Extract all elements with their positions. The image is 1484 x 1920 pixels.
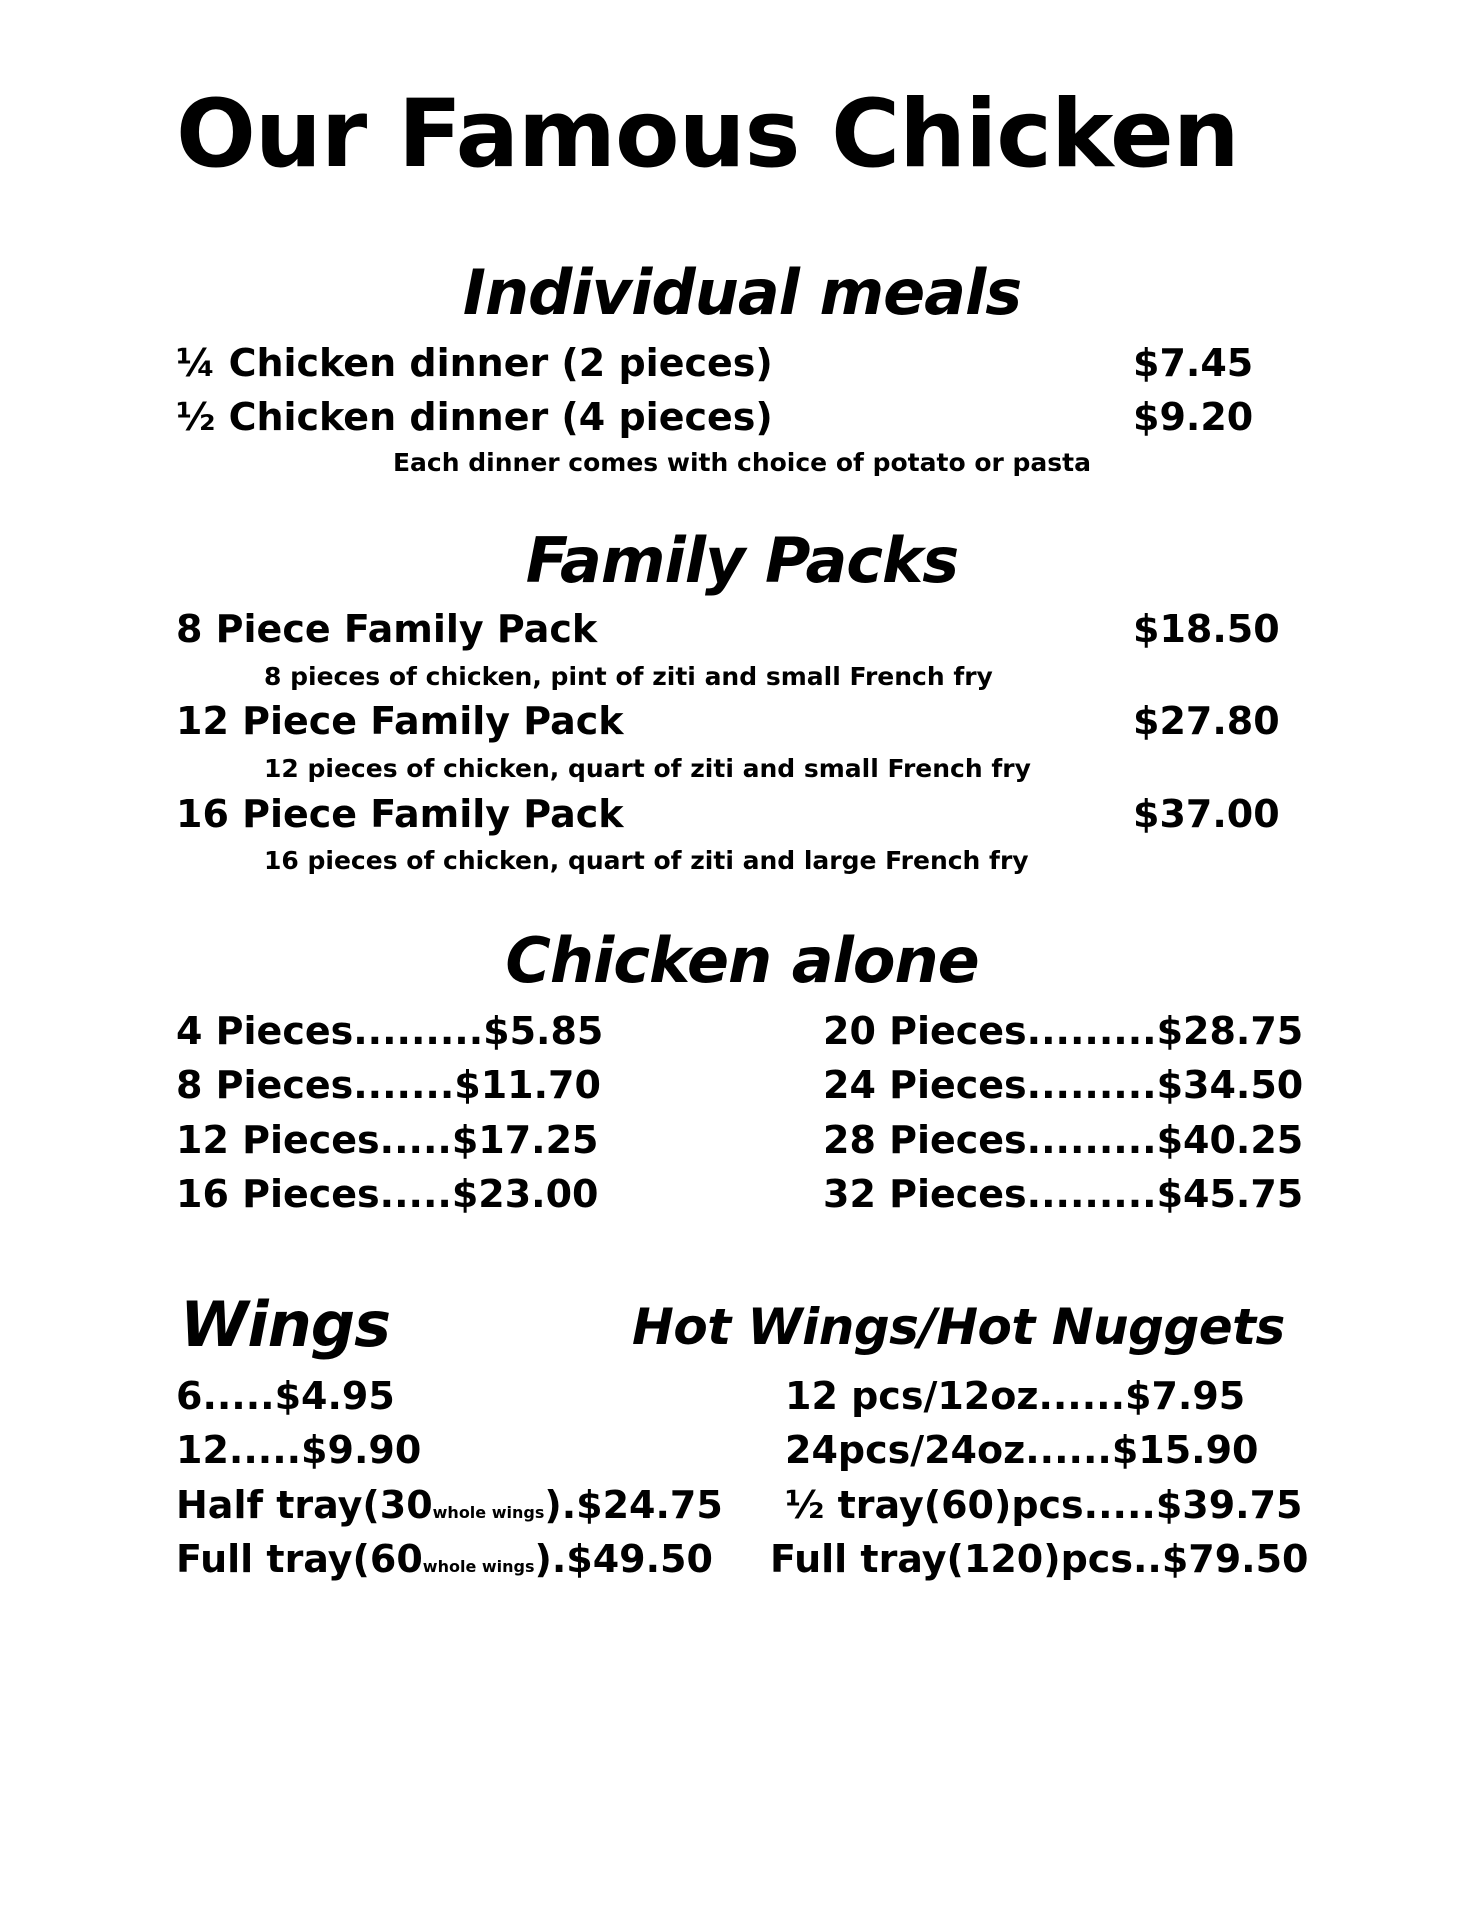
hot-wings-item: 24pcs/24oz......$15.90 xyxy=(785,1428,1259,1472)
section-heading-family-packs: Family Packs xyxy=(525,524,959,597)
hot-wings-item: Full tray(120)pcs..$79.50 xyxy=(770,1537,1309,1581)
menu-item-description: 8 pieces of chicken, pint of ziti and small French fry xyxy=(264,662,993,691)
menu-item-price: $27.80 xyxy=(1133,699,1280,743)
chicken-alone-item: 28 Pieces.........$40.25 xyxy=(823,1118,1304,1162)
wings-item-price: ).$24.75 xyxy=(544,1483,723,1527)
menu-item-name: 16 Piece Family Pack xyxy=(176,792,624,836)
wings-item-price: ).$49.50 xyxy=(534,1537,713,1581)
menu-item-name: 8 Piece Family Pack xyxy=(176,607,598,651)
menu-item-name: 12 Piece Family Pack xyxy=(176,699,624,743)
page-title: Our Famous Chicken xyxy=(176,80,1239,189)
chicken-alone-item: 4 Pieces.........$5.85 xyxy=(176,1009,604,1053)
wings-item-small-note: whole wings xyxy=(422,1557,535,1576)
menu-item-description: 16 pieces of chicken, quart of ziti and large French fry xyxy=(264,846,1029,875)
chicken-alone-item: 24 Pieces.........$34.50 xyxy=(823,1063,1304,1107)
chicken-alone-item: 32 Pieces.........$45.75 xyxy=(823,1172,1304,1216)
section-heading-wings: Wings xyxy=(180,1288,391,1361)
dinner-note: Each dinner comes with choice of potato or pasta xyxy=(392,448,1091,477)
wings-item xyxy=(176,1537,713,1581)
menu-item-price: $7.45 xyxy=(1133,341,1254,385)
menu-item-price: $18.50 xyxy=(1133,607,1280,651)
hot-wings-item: ½ tray(60)pcs.....$39.75 xyxy=(785,1483,1303,1527)
section-heading-chicken-alone: Chicken alone xyxy=(505,924,979,997)
menu-item-price: $9.20 xyxy=(1133,395,1254,439)
wings-item-small-note: whole wings xyxy=(432,1503,545,1522)
wings-item: 12.....$9.90 xyxy=(176,1428,422,1472)
wings-item-text: Half tray(30 xyxy=(176,1483,433,1527)
menu-item-price: $37.00 xyxy=(1133,792,1280,836)
chicken-alone-item: 20 Pieces.........$28.75 xyxy=(823,1009,1304,1053)
wings-item: 6.....$4.95 xyxy=(176,1374,395,1418)
section-heading-hot-wings-nuggets: Hot Wings/Hot Nuggets xyxy=(632,1298,1285,1356)
chicken-alone-item: 8 Pieces.......$11.70 xyxy=(176,1063,601,1107)
wings-item xyxy=(176,1483,723,1527)
menu-item-name: ½ Chicken dinner (4 pieces) xyxy=(176,395,773,439)
chicken-alone-item: 16 Pieces.....$23.00 xyxy=(176,1172,599,1216)
menu-item-name: ¼ Chicken dinner (2 pieces) xyxy=(176,341,773,385)
menu-item-description: 12 pieces of chicken, quart of ziti and small French fry xyxy=(264,754,1031,783)
section-heading-individual-meals: Individual meals xyxy=(462,256,1022,329)
wings-item-text: Full tray(60 xyxy=(176,1537,423,1581)
chicken-alone-item: 12 Pieces.....$17.25 xyxy=(176,1118,599,1162)
hot-wings-item: 12 pcs/12oz......$7.95 xyxy=(785,1374,1246,1418)
